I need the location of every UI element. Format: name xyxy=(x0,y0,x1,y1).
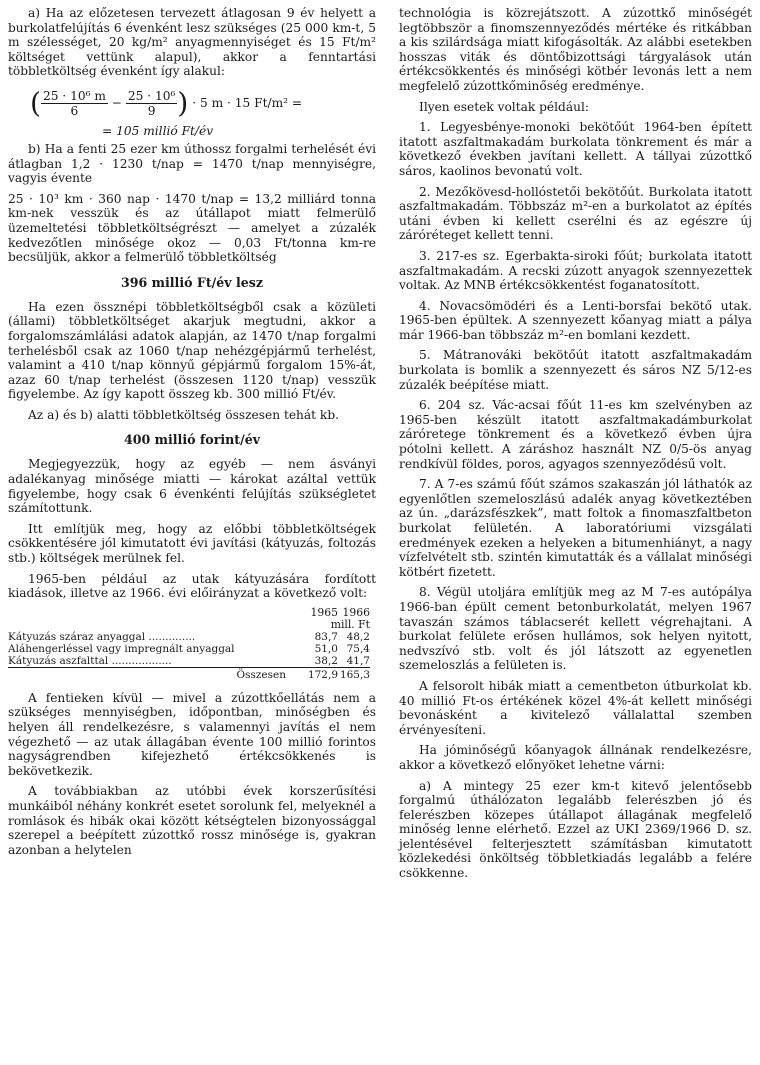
minus-sign: − xyxy=(107,95,126,110)
paragraph-5: a) A mintegy 25 ezer km-t kitevő jelentősebb forgalmú úthálózaton legalább felerészben jó és felerészben közepes útállapot állagának megfelelő minőség lenne elérhető. Ezzel az UKI 2369/1966 D. sz. jelentésével felterjesztett számításban kimutatott közlekedési önköltség többletkiadás legalább a felére csökkenne. xyxy=(399,778,752,881)
paragraph-3: A felsorolt hibák miatt a cementbeton útburkolat kb. 40 millió Ft-os értékének közel 4%-át kellett minőségi bevonásként a kivitelező vállalattal szemben érvényesíteni. xyxy=(399,678,752,737)
left-column xyxy=(8,6,376,863)
fraction-1 xyxy=(41,89,108,118)
sum-label: Összesen xyxy=(8,667,306,681)
table-row xyxy=(8,643,370,655)
row-value-1966: 41,7 xyxy=(346,654,370,667)
table-row xyxy=(8,655,370,668)
row-value-1965: 38,2 xyxy=(314,654,338,667)
row-value-1965: 83,7 xyxy=(314,630,338,643)
paragraph-4: Ha jóminőségű kőanyagok állnának rendelkezésre, akkor a következő előnyöket lehetne várni: xyxy=(399,743,752,772)
case-4: 4. Novacsömödéri és a Lenti-borsfai bekötő utak. 1965-ben épültek. A szennyezett kőanyag miatt a pálya már 1966-ban többszáz m²-en bomlani kezdett. xyxy=(399,298,752,342)
paragraph-2: Ilyen esetek voltak például: xyxy=(419,99,589,114)
fraction-2-denominator: 9 xyxy=(147,103,156,118)
row-label: Kátyuzás száraz anyaggal .............. xyxy=(8,630,196,643)
fraction-1-numerator: 25 · 10⁶ m xyxy=(42,88,106,103)
year-1966: 1966 xyxy=(342,605,370,619)
paragraph-f: Itt említjük meg, hogy az előbbi többletköltségek csökkentésére jól kimutatott évi javítási (kátyuzás, foltozás stb.) költségek merülnek fel. xyxy=(8,521,376,566)
fraction-1-denominator: 6 xyxy=(70,103,79,118)
year-1965: 1965 xyxy=(310,605,338,619)
right-column xyxy=(399,6,752,887)
paragraph-d: Az a) és b) alatti többletköltség összesen tehát kb. xyxy=(28,407,339,422)
case-7: 7. A 7-es számú főút számos szakaszán jól láthatók az egyenlőtlen szemeloszlású adalék anyag következtében az ún. „darázsfészkek”, matt foltok a finomaszfaltbeton burkolat felületén. A laboratóriumi vizsgálati eredmények ezeken a helyeken a bitumenhiányt, a nagy vízfelvételt stb. szintén kimutatták és a vállalat minőségi kötbért fizetett. xyxy=(399,477,752,579)
table-row xyxy=(8,631,370,643)
paragraph-e: Megjegyezzük, hogy az egyéb — nem ásványi adalékanyag minősége miatti — károkat azáltal vettük figyelembe, hogy csak 6 évenkénti felújítás szükségletet számítottunk. xyxy=(8,457,376,516)
paragraph-a: a) Ha az előzetesen tervezett átlagosan 9 év helyett a burkolatfelújítás 6 évenként lesz szükséges (25 000 km-t, 5 m szélességet, 20 kg/m² anyagmennyiséget és 15 Ft/m² költséget vettünk alapul), akkor a fenntartási többletköltség évenként így alakul: xyxy=(8,6,376,79)
table-header-years xyxy=(8,607,370,619)
paragraph-h: A fentieken kívül — mivel a zúzottkőellátás nem a szükséges mennyiségben, időpontban, minőségben és helyen áll rendelkezésre, s valamennyi javítás el nem végezhető — az utak állagában évente 100 millió forintos nagyságrendben kifejezhető értékcsökkenés is bekövetkezik. xyxy=(8,690,376,778)
sum-1965: 172,9 xyxy=(307,668,338,681)
open-paren: ( xyxy=(30,86,41,120)
formula xyxy=(30,86,376,138)
formula-result: = 105 millió Ft/év xyxy=(102,123,214,138)
paragraph-1: technológia is közrejátszott. A zúzottkő minőségét legtöbbször a finomszennyeződés mértéke és ritkábban a kis szilárdsága miatt kifogásolták. Az alábbi esetekben hosszas viták és döntőbizottsági tárgyalások után értékcsökkentés és minőségi kötbér levonás lett a nem megfelelő zúzottkőminőség eredménye. xyxy=(399,6,752,93)
table-header-unit xyxy=(8,619,370,631)
paragraph-c: Ha ezen össznépi többletköltségből csak a közületi (állami) többletköltséget akarjuk megtudni, akkor a forgalomszámlálási adatok alapján, az 1470 t/nap forgalmi terhelésből csak az 1060 t/nap nehézgépjármű terhelést, valamint a 410 t/nap könnyű gépjármű forgalom 15%-át, azaz 60 t/nap terhelést (összesen 1120 t/nap) vesszük figyelembe. Az így kapott összeg kb. 300 millió Ft/év. xyxy=(8,299,376,402)
close-paren: ) xyxy=(177,86,189,120)
heading-400: 400 millió forint/év xyxy=(123,432,261,448)
paragraph-b-continued: 25 · 10³ km · 360 nap · 1470 t/nap = 13,2 milliárd tonna km-nek vesszük és az útállapot miatt felmerülő üzemeltetési többletköltségrészt — amelyet a zúzalék kedvezőtlen minősége okoz — 0,03 Ft/tonna km-re becsüljük, akkor a felmerülő többletköltség xyxy=(8,191,376,265)
row-value-1966: 48,2 xyxy=(346,630,370,643)
paragraph-i: A továbbiakban az utóbbi évek korszerűsítési munkáiból néhány konkrét esetet sorolunk fel, melyeknél a romlások és hibák okai között kétségtelen bizonyossággal szerepel a beépített zúzottkő rossz minősége is, gyakran azonban a helytelen xyxy=(8,784,376,857)
fraction-2-numerator: 25 · 10⁶ xyxy=(127,88,176,103)
case-2: 2. Mezőkövesd-hollóstetői bekötőút. Burkolata itatott aszfaltmakadám. Többszáz m²-en a burkolatot az építés utáni évben ki kellett cserélni és az egészre új záróréteget kellett tenni. xyxy=(399,184,752,243)
row-label: Aláhengerléssel vagy impregnált anyaggal xyxy=(8,642,235,655)
row-value-1965: 51,0 xyxy=(314,642,338,655)
case-3: 3. 217-es sz. Egerbakta-siroki főút; burkolata itatott aszfaltmakadám. A recski zúzott anyagok szennyezettek voltak. Az MNB értékcsökkentést foganatosított. xyxy=(399,248,752,293)
case-5: 5. Mátranováki bekötőút itatott aszfaltmakadám burkolata is bomlik a szennyezett és sáros NZ 5/12-es zúzalék beépítése miatt. xyxy=(399,348,752,392)
formula-tail: · 5 m · 15 Ft/m² = xyxy=(192,95,303,110)
case-6: 6. 204 sz. Vác-acsai főút 11-es km szelvényben az 1965-ben készült itatott aszfaltmakadámburkolat záróretege tönkrement és a következő évben újra pótolni kellett. A záráshoz használt NZ 0/5-ös anyag rendkívül földes, poros, agyagos szennyeződésű volt. xyxy=(399,398,752,471)
case-1: 1. Legyesbénye-monoki bekötőút 1964-ben épített itatott aszfaltmakadám burkolata tönkrement és már a következő években javítani kellett. A tállyai zúzottkő sáros, kaolinos bevonatú volt. xyxy=(399,120,752,178)
formula-line xyxy=(30,86,376,120)
unit-label: mill. Ft xyxy=(330,617,370,631)
fraction-2 xyxy=(126,89,178,118)
case-8: 8. Végül utoljára említjük meg az M 7-es autópálya 1966-ban épült cement betonburkolatát, melyen 1967 tavaszán számos táblacserét kellett végrehajtani. A burkolat felülete erősen hullámos, sok helyen nyitott, nedvszívó stb. volt és jól látszott az egyenetlen szemeloszlás a felületen is. xyxy=(399,585,752,673)
paragraph-b: b) Ha a fenti 25 ezer km úthossz forgalmi terhelését évi átlagban 1,2 · 1230 t/nap = 1470 t/nap mennyiségre, vagyis évente xyxy=(8,141,376,186)
row-label: Kátyuzás aszfalttal .................. xyxy=(8,654,172,667)
heading-396: 396 millió Ft/év lesz xyxy=(120,274,264,290)
table-sum-row xyxy=(8,667,370,681)
paragraph-g: 1965-ben például az utak kátyuzására fordított kiadások, illetve az 1966. évi előirányzat a következő volt: xyxy=(8,571,376,601)
row-value-1966: 75,4 xyxy=(346,642,370,655)
cost-table xyxy=(8,607,370,681)
sum-1966: 165,3 xyxy=(339,668,370,681)
